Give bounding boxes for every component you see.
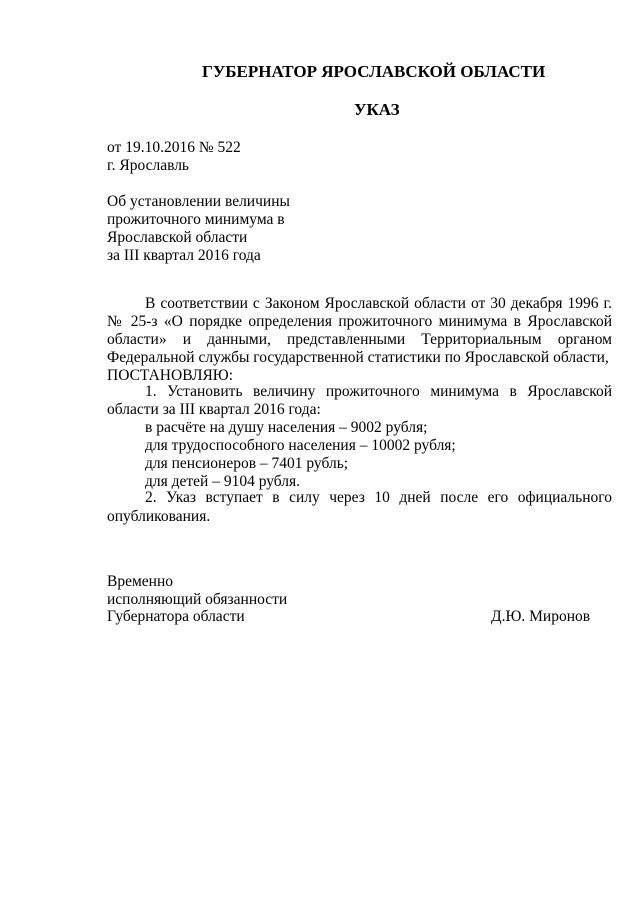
city: г. Ярославль — [107, 157, 189, 174]
item-2-line: опубликования. — [107, 508, 211, 525]
preamble-line: Федеральной службы государственной статистики по Ярославской области, — [107, 349, 609, 366]
item-1-line: области за III квартал 2016 года: — [107, 401, 321, 418]
preamble-line: области» и данными, представленными Территориальным органом — [107, 331, 612, 348]
item-1-line: 1. Установить величину прожиточного минимума в Ярославской — [145, 383, 612, 400]
value-per-capita: в расчёте на душу населения – 9002 рубля; — [145, 419, 428, 436]
signatory-name: Д.Ю. Миронов — [491, 608, 591, 625]
signatory-position-line: Губернатора области — [107, 608, 245, 625]
signatory-position-line: Временно — [107, 573, 173, 590]
value-pensioners: для пенсионеров – 7401 рубль; — [145, 455, 349, 472]
decree-word: ПОСТАНОВЛЯЮ: — [107, 367, 234, 384]
document-type-heading: УКАЗ — [354, 100, 400, 119]
preamble-line: В соответствии с Законом Ярославской области от 30 декабря 1996 г. — [145, 295, 612, 312]
signatory-position-line: исполняющий обязанности — [107, 591, 288, 608]
subject-line: Об установлении величины — [107, 193, 290, 210]
value-children: для детей – 9104 рубля. — [145, 473, 301, 490]
subject-line: прожиточного минимума в — [107, 211, 285, 228]
item-2-line: 2. Указ вступает в силу через 10 дней после его официального — [145, 489, 612, 506]
subject-line: Ярославской области — [107, 229, 248, 246]
value-working-age: для трудоспособного населения – 10002 рубля; — [145, 437, 456, 454]
subject-line: за III квартал 2016 года — [107, 247, 261, 264]
authority-heading: ГУБЕРНАТОР ЯРОСЛАВСКОЙ ОБЛАСТИ — [202, 62, 546, 81]
date-number: от 19.10.2016 № 522 — [107, 139, 241, 156]
preamble-line: № 25-з «О порядке определения прожиточного минимума в Ярославской — [107, 313, 612, 330]
